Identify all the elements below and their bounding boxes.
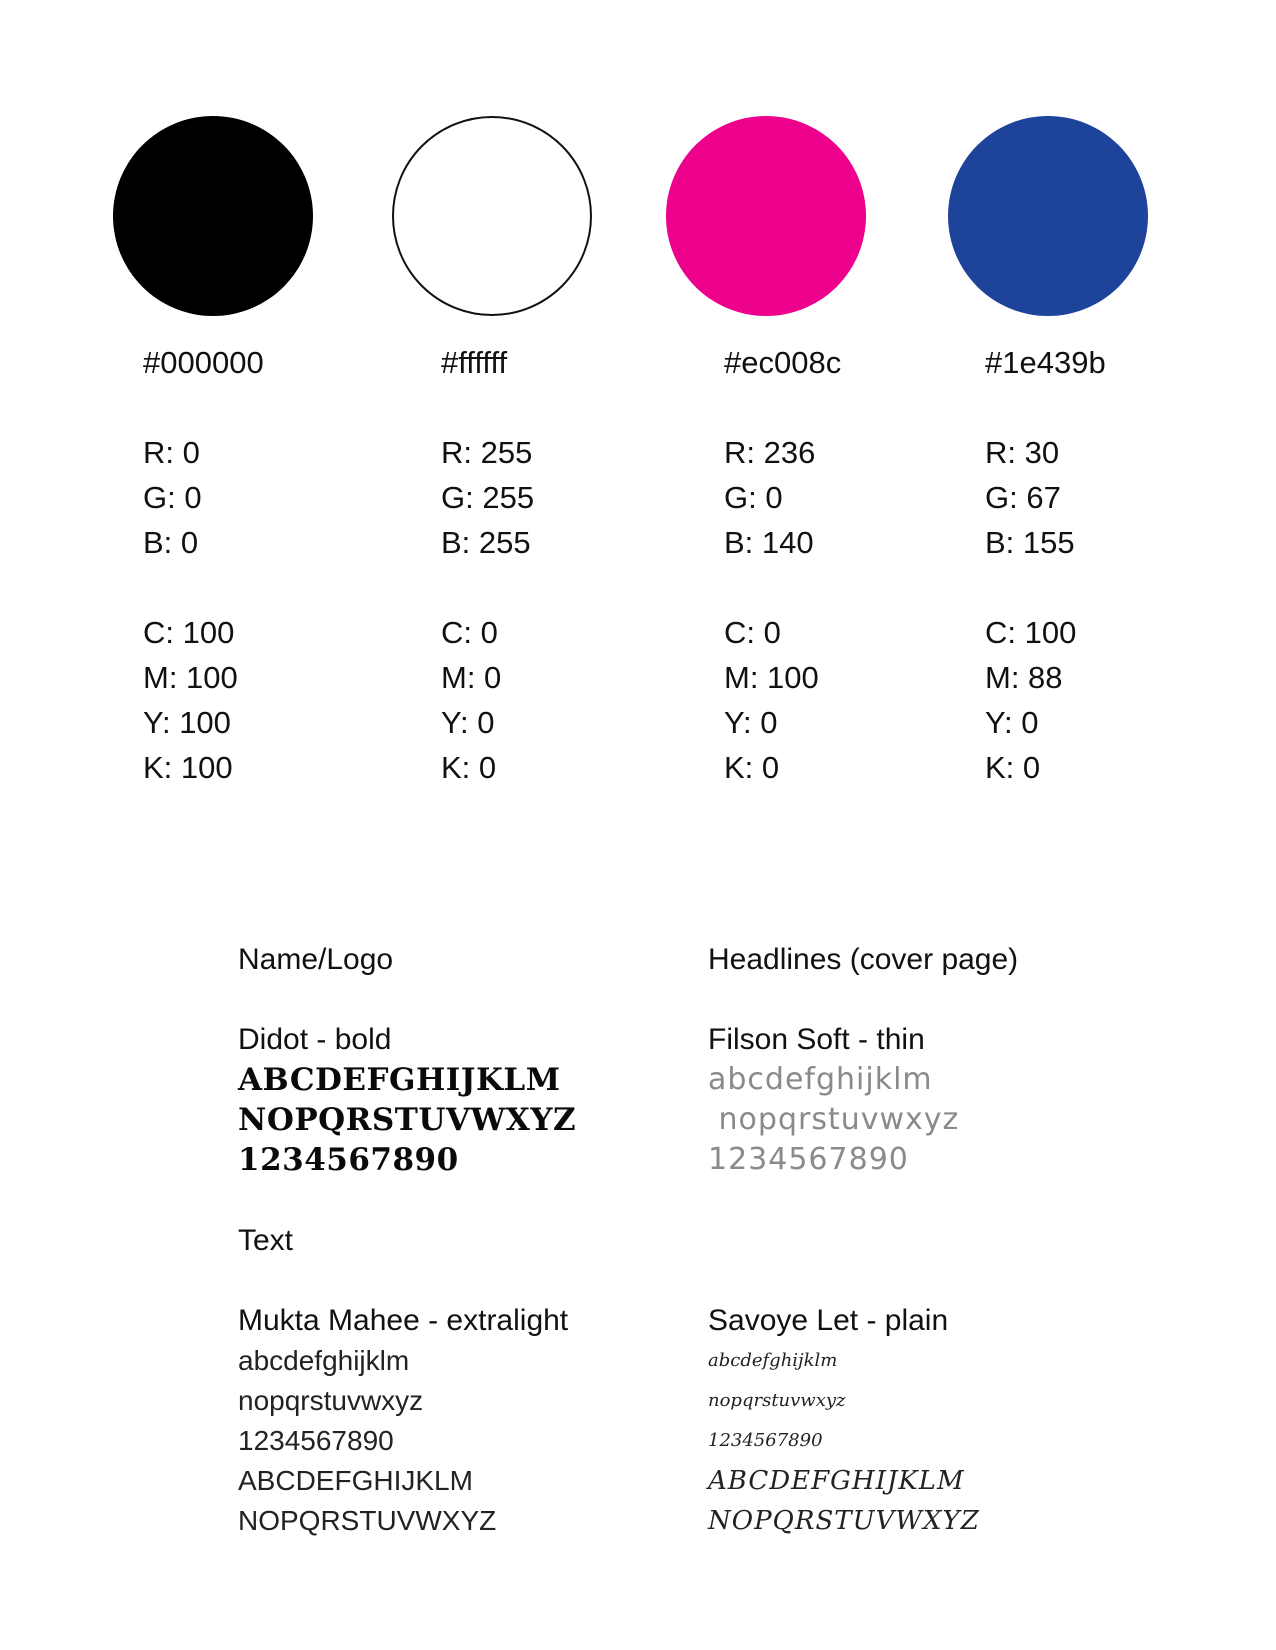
- rgb-g: G: 67: [985, 480, 1061, 515]
- cmyk-m: M: 100: [724, 660, 819, 695]
- cmyk-c: C: 100: [985, 615, 1077, 650]
- cmyk-m: M: 100: [143, 660, 238, 695]
- cmyk-k: K: 0: [724, 750, 780, 785]
- script-specimen: [708, 1341, 980, 1541]
- swatch-blue: [948, 116, 1148, 316]
- color-spec-magenta: [724, 340, 841, 790]
- specimen-line: 1234567890: [238, 1142, 459, 1178]
- specimen-line: nopqrstuvwxyz: [238, 1385, 424, 1416]
- specimen-line: abcdefghijklm: [708, 1062, 933, 1097]
- rgb-b: B: 140: [724, 525, 814, 560]
- specimen-line: NOPQRSTUVWXYZ: [238, 1505, 497, 1536]
- specimen-line: 1234567890: [708, 1142, 909, 1177]
- font-name-didot: Didot - bold: [238, 1023, 392, 1056]
- rgb-b: B: 255: [441, 525, 531, 560]
- font-name-mukta: Mukta Mahee - extralight: [238, 1304, 569, 1337]
- specimen-line: ABCDEFGHIJKLM: [238, 1465, 473, 1496]
- section-label-name-logo: Name/Logo: [238, 943, 394, 976]
- swatch-black: [113, 116, 313, 316]
- specimen-line: 1234567890: [238, 1425, 394, 1456]
- cmyk-k: K: 0: [441, 750, 497, 785]
- specimen-line: ABCDEFGHIJKLM: [708, 1466, 965, 1496]
- font-name-filson: Filson Soft - thin: [708, 1023, 925, 1056]
- section-label-headlines: Headlines (cover page): [708, 943, 1019, 976]
- rgb-g: G: 0: [724, 480, 783, 515]
- cmyk-m: M: 88: [985, 660, 1063, 695]
- specimen-line: NOPQRSTUVWXYZ: [238, 1102, 577, 1138]
- color-spec-blue: [985, 340, 1106, 790]
- cmyk-k: K: 0: [985, 750, 1041, 785]
- specimen-line: nopqrstuvwxyz: [708, 1102, 960, 1137]
- typography-text: [238, 1221, 568, 1541]
- rgb-g: G: 0: [143, 480, 202, 515]
- hex-value: #1e439b: [985, 345, 1106, 380]
- typography-name-logo: [238, 940, 576, 1180]
- hex-value: #ec008c: [724, 345, 842, 380]
- hex-value: #ffffff: [441, 345, 508, 380]
- specimen-line: ABCDEFGHIJKLM: [238, 1062, 561, 1098]
- specimen-line: NOPQRSTUVWXYZ: [708, 1506, 980, 1536]
- cmyk-y: Y: 0: [441, 705, 495, 740]
- cmyk-y: Y: 0: [724, 705, 778, 740]
- color-spec-black: [143, 340, 264, 790]
- specimen-line: abcdefghijklm: [238, 1345, 410, 1376]
- rgb-r: R: 30: [985, 435, 1060, 470]
- specimen-line: nopqrstuvwxyz: [708, 1390, 846, 1411]
- rgb-r: R: 236: [724, 435, 816, 470]
- cmyk-y: Y: 100: [143, 705, 231, 740]
- typography-script: [708, 1301, 980, 1541]
- specimen-line: 1234567890: [708, 1430, 823, 1451]
- cmyk-c: C: 100: [143, 615, 235, 650]
- cmyk-m: M: 0: [441, 660, 502, 695]
- cmyk-k: K: 100: [143, 750, 233, 785]
- cmyk-y: Y: 0: [985, 705, 1039, 740]
- specimen-line: abcdefghijklm: [708, 1350, 838, 1371]
- rgb-b: B: 155: [985, 525, 1075, 560]
- section-label-text: Text: [238, 1224, 294, 1257]
- typography-headlines: [708, 940, 1018, 1180]
- font-name-savoye: Savoye Let - plain: [708, 1304, 949, 1337]
- color-spec-white: [441, 340, 534, 790]
- cmyk-c: C: 0: [441, 615, 498, 650]
- cmyk-c: C: 0: [724, 615, 781, 650]
- swatch-magenta: [666, 116, 866, 316]
- rgb-b: B: 0: [143, 525, 199, 560]
- rgb-r: R: 0: [143, 435, 200, 470]
- swatch-white: [392, 116, 592, 316]
- hex-value: #000000: [143, 345, 264, 380]
- rgb-r: R: 255: [441, 435, 533, 470]
- rgb-g: G: 255: [441, 480, 535, 515]
